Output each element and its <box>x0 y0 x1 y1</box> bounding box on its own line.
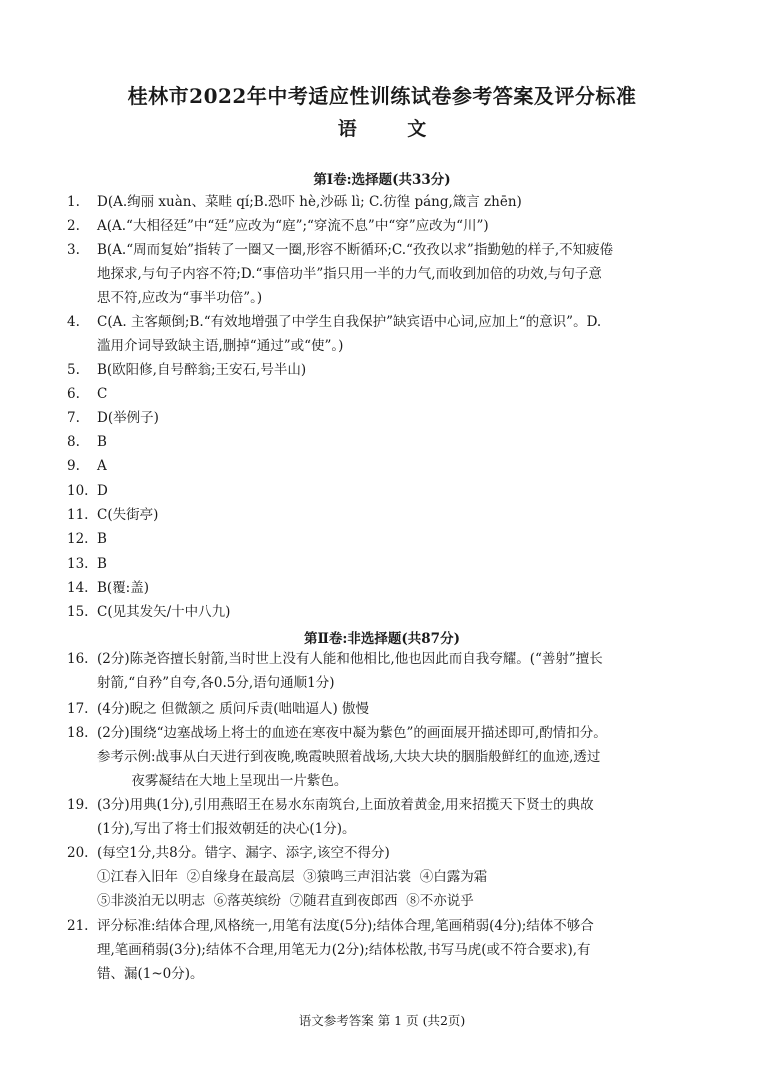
section-header-part1: 第Ⅰ卷:选择题(共33分) <box>313 172 451 188</box>
answer-text <box>97 914 702 986</box>
answer-number: 8. <box>67 434 80 450</box>
answer-text <box>97 647 702 695</box>
section-header-part2: 第Ⅱ卷:非选择题(共87分) <box>304 631 460 647</box>
answer-line: 参考示例:战事从白天进行到夜晚,晚霞映照着战场,大块大块的胭脂般鲜红的血迹,透过 <box>97 749 601 765</box>
answer-number: 6. <box>67 386 80 402</box>
answer-line: B <box>97 434 107 450</box>
answer-text <box>97 406 702 430</box>
answer-line: C(见其发矢/十中八九) <box>97 604 231 620</box>
answer-number: 2. <box>67 218 80 234</box>
answer-line: A(A.“大相径廷”中“廷”应改为“庭”;“穿流不息”中“穿”应改为“川”) <box>97 218 489 234</box>
answer-text <box>97 190 702 214</box>
answer-text <box>97 697 702 721</box>
answer-text <box>97 310 702 358</box>
answer-line: 夜雾凝结在大地上呈现出一片紫色。 <box>97 773 348 789</box>
answer-number: 15. <box>67 604 89 620</box>
answer-line: B(A.“周而复始”指转了一圈又一圈,形容不断循环;C.“孜孜以求”指勤勉的样子,不知疲倦 <box>97 242 614 258</box>
answer-number: 7. <box>67 410 80 426</box>
answer-number: 12. <box>67 531 89 547</box>
answer-number: 19. <box>67 797 89 813</box>
answer-line: D(举例子) <box>97 410 159 426</box>
answer-line: ⑤非淡泊无以明志 ⑥落英缤纷 ⑦随君直到夜郎西 ⑧不亦说乎 <box>97 893 474 909</box>
answer-number: 5. <box>67 362 80 378</box>
answer-line: C(A. 主客颠倒;B.“有效地增强了中学生自我保护”缺宾语中心词,应加上“的意识”。D. <box>97 314 602 330</box>
answer-number: 17. <box>67 701 89 717</box>
answer-line: B <box>97 556 107 572</box>
answer-text <box>97 382 702 406</box>
answer-line: 理,笔画稍弱(3分);结体不合理,用笔无力(2分);结体松散,书写马虎(或不符合要求),有 <box>97 942 591 958</box>
answer-line: (2分)围绕“边塞战场上将士的血迹在寒夜中凝为紫色”的画面展开描述即可,酌情扣分。 <box>97 725 607 741</box>
answer-line: B(覆:盖) <box>97 580 150 596</box>
answer-number: 3. <box>67 242 80 258</box>
answer-line: ①江春入旧年 ②自缘身在最高层 ③猿鸣三声泪沾裳 ④白露为霜 <box>97 869 488 885</box>
page-footer: 语文参考答案 第 1 页 (共2页) <box>298 1013 466 1028</box>
answer-number: 14. <box>67 580 89 596</box>
answer-line: 滥用介词导致缺主语,删掉“通过”或“使”。) <box>97 338 344 354</box>
answer-line: 评分标准:结体合理,风格统一,用笔有法度(5分);结体合理,笔画稍弱(4分);结体不够合 <box>97 918 594 934</box>
answer-line: 射箭,“自矜”自夸,各0.5分,语句通顺1分) <box>97 675 335 691</box>
answer-number: 21. <box>67 918 89 934</box>
answer-text <box>97 600 702 624</box>
answer-number: 11. <box>67 507 89 523</box>
answer-number: 13. <box>67 556 89 572</box>
answer-text <box>97 430 702 454</box>
answer-line: 思不符,应改为“事半功倍”。) <box>97 290 263 306</box>
answer-line: C(失街亭) <box>97 507 159 523</box>
answer-number: 10. <box>67 483 89 499</box>
answer-line: (4分)睨之 但微颔之 质问斥责(咄咄逼人) 傲慢 <box>97 701 370 717</box>
answer-number: 9. <box>67 458 80 474</box>
answer-line: D <box>97 483 108 499</box>
answer-text <box>97 454 702 478</box>
answer-line: C <box>97 386 108 402</box>
answer-line: A <box>97 458 107 474</box>
document-title: 桂林市2022年中考适应性训练试卷参考答案及评分标准 <box>127 84 637 108</box>
answer-text <box>97 841 702 913</box>
answer-text <box>97 527 702 551</box>
answer-text <box>97 358 702 382</box>
answer-text <box>97 721 702 793</box>
answer-number: 4. <box>67 314 80 330</box>
answer-number: 16. <box>67 651 89 667</box>
answer-line: (2分)陈尧咨擅长射箭,当时世上没有人能和他相比,他也因此而自我夸耀。(“善射”擅长 <box>97 651 603 667</box>
answer-number: 18. <box>67 725 89 741</box>
answer-text <box>97 793 702 841</box>
answer-number: 1. <box>67 194 80 210</box>
answer-text <box>97 503 702 527</box>
answer-line: 地探求,与句子内容不符;D.“事倍功半”指只用一半的力气,而收到加倍的功效,与句子意 <box>97 266 602 282</box>
subject-title: 语 文 <box>337 118 449 140</box>
answer-line: 错、漏(1~0分)。 <box>97 966 204 982</box>
answer-line: (3分)用典(1分),引用燕昭王在易水东南筑台,上面放着黄金,用来招揽天下贤士的典故 <box>97 797 594 813</box>
answer-line: D(A.绚丽 xuàn、菜畦 qí;B.恐吓 hè,沙砾 lì; C.彷徨 páng,箴言 zhēn) <box>97 194 522 210</box>
answer-line: B(欧阳修,自号醉翁;王安石,号半山) <box>97 362 307 378</box>
answer-line: (1分),写出了将士们报效朝廷的决心(1分)。 <box>97 821 356 837</box>
answer-text <box>97 238 702 310</box>
answer-text <box>97 552 702 576</box>
answer-line: B <box>97 531 107 547</box>
answer-text <box>97 214 702 238</box>
answer-text <box>97 576 702 600</box>
answer-number: 20. <box>67 845 89 861</box>
answer-line: (每空1分,共8分。错字、漏字、添字,该空不得分) <box>97 845 390 861</box>
answer-text <box>97 479 702 503</box>
